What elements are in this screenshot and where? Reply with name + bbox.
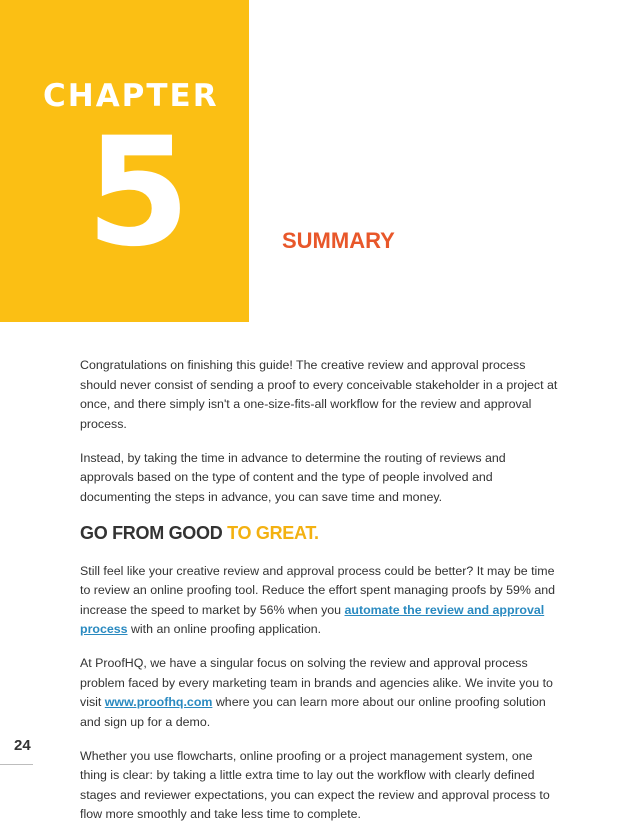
paragraph-4-text-b: where you can learn more about our online proofing solution and sign up for a demo. xyxy=(80,695,546,729)
intro-paragraph-1: Congratulations on finishing this guide! The creative review and approval process should never consist of sending a proof to every conceivable stakeholder in a project at once, and there simply isn't a one-size-fits-all workflow for the review and approval process. xyxy=(80,358,558,431)
chapter-banner xyxy=(0,0,249,322)
paragraph-4 xyxy=(80,654,562,732)
chapter-number: 5 xyxy=(86,106,191,280)
body-content xyxy=(80,356,562,839)
automate-link[interactable]: automate the review and approval process xyxy=(80,602,545,636)
paragraph-5: Whether you use flowcharts, online proofing or a project management system, one thing is clear: by taking a little extra time to lay out the workflow with clearly defined stages and reviewer expectations, you can expect the review and approval process to flow more smoothly and take less time to complete. xyxy=(80,748,550,821)
paragraph-3-text-a: Still feel like your creative review and approval process could be better? It may be time to review an online proofing tool. Reduce the effort spent managing proofs by 59% and increase the speed to market by 56% when you xyxy=(80,563,556,617)
heading-part-2: TO GREAT. xyxy=(227,522,319,543)
proofhq-link[interactable]: www.proofhq.com xyxy=(104,695,213,709)
paragraph-4-text-a: At ProofHQ, we have a singular focus on solving the review and approval process problem faced by every marketing team in brands and agencies alike. We invite you to visit xyxy=(80,656,553,709)
section-heading xyxy=(80,522,562,544)
heading-part-1: GO FROM GOOD xyxy=(80,522,223,543)
chapter-label: CHAPTER xyxy=(43,78,219,114)
page-number-divider xyxy=(0,764,33,765)
paragraph-3-text-b: with an online proofing application. xyxy=(127,622,322,636)
page-number: 24 xyxy=(14,737,31,754)
intro-paragraph-2: Instead, by taking the time in advance to determine the routing of reviews and approvals based on the type of content and the type of people involved and documenting the steps in advance, you can save time and money. xyxy=(80,450,506,504)
chapter-title: SUMMARY xyxy=(282,228,395,253)
paragraph-3 xyxy=(80,562,562,640)
